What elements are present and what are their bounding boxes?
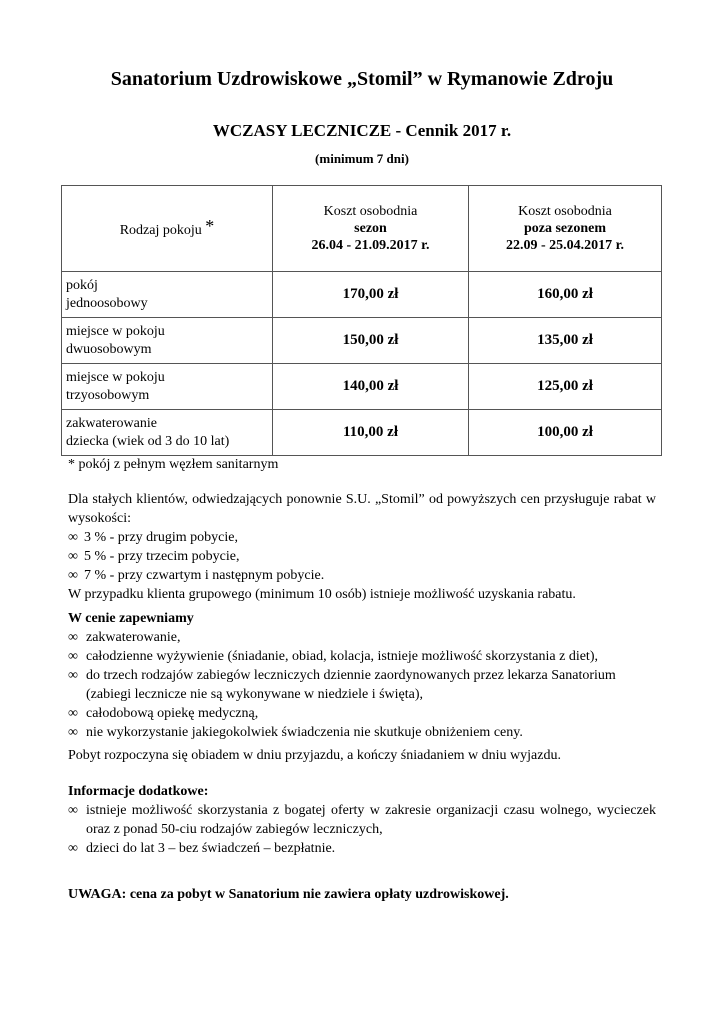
- additional-info-list: [68, 801, 656, 858]
- infinity-bullet-icon: ∞: [68, 649, 78, 664]
- room-type-line2: trzyosobowym: [66, 387, 150, 403]
- room-type-line1: zakwaterowanie: [66, 415, 157, 431]
- season-price: 140,00 zł: [273, 364, 469, 410]
- table-row: [62, 364, 662, 410]
- additional-info-section: [68, 782, 656, 858]
- infinity-bullet-icon: ∞: [68, 668, 78, 683]
- list-item: [68, 628, 656, 647]
- discount-text: 5 % - przy trzecim pobycie,: [83, 549, 240, 564]
- included-section: [68, 609, 656, 742]
- infinity-bullet-icon: ∞: [68, 549, 78, 564]
- included-text: nie wykorzystanie jakiegokolwiek świadczenia nie skutkuje obniżeniem ceny.: [86, 725, 523, 740]
- infinity-bullet-icon: ∞: [68, 568, 78, 583]
- header-season-dates: 26.04 - 21.09.2017 r.: [311, 238, 430, 253]
- included-text: zakwaterowanie,: [86, 630, 181, 645]
- list-item: [68, 547, 656, 566]
- infinity-bullet-icon: ∞: [68, 630, 78, 645]
- header-season-line2: sezon: [354, 221, 387, 236]
- infinity-bullet-icon: ∞: [68, 725, 78, 740]
- included-text: całodobową opiekę medyczną,: [86, 706, 259, 721]
- infinity-bullet-icon: ∞: [68, 803, 78, 818]
- room-type-cell: [62, 272, 273, 318]
- list-item: [68, 566, 656, 585]
- header-room-type: [62, 186, 273, 272]
- room-type-line2: dwuosobowym: [66, 341, 152, 357]
- room-type-cell: [62, 364, 273, 410]
- discount-text: 3 % - przy drugim pobycie,: [83, 530, 238, 545]
- room-type-line2: jednoosobowy: [66, 295, 148, 311]
- season-price: 110,00 zł: [273, 410, 469, 456]
- header-room-type-label: Rodzaj pokoju: [119, 223, 202, 238]
- additional-text: istnieje możliwość skorzystania z bogatej oferty w zakresie organizacji czasu wolnego, wycieczek oraz z ponad 50-ciu rodzajów zabiegów leczniczych,: [86, 803, 656, 837]
- discounts-list: [68, 528, 656, 585]
- infinity-bullet-icon: ∞: [68, 706, 78, 721]
- room-type-line1: miejsce w pokoju: [66, 323, 165, 339]
- header-season: [273, 186, 469, 272]
- header-off-season-line1: Koszt osobodnia: [518, 204, 612, 219]
- table-row: [62, 410, 662, 456]
- included-heading: W cenie zapewniamy: [68, 611, 194, 626]
- table-footnote: * pokój z pełnym węzłem sanitarnym: [68, 457, 279, 472]
- room-type-cell: [62, 410, 273, 456]
- price-table: [61, 185, 662, 456]
- discounts-intro: Dla stałych klientów, odwiedzających ponownie S.U. „Stomil” od powyższych cen przysługuje rabat w wysokości:: [68, 492, 656, 526]
- additional-info-heading: Informacje dodatkowe:: [68, 784, 209, 799]
- list-item: [68, 723, 656, 742]
- list-item: [68, 801, 656, 839]
- included-list: [68, 628, 656, 742]
- season-price: 170,00 zł: [273, 272, 469, 318]
- list-item: [68, 704, 656, 723]
- off-season-price: 160,00 zł: [469, 272, 662, 318]
- off-season-price: 125,00 zł: [469, 364, 662, 410]
- included-text: do trzech rodzajów zabiegów leczniczych dziennie zaordynowanych przez lekarza Sanatorium (zabiegi lecznicze nie są wykonywane w niedziele i święta),: [86, 668, 616, 702]
- asterisk-mark: *: [205, 216, 215, 236]
- room-type-line2: dziecka (wiek od 3 do 10 lat): [66, 433, 230, 449]
- season-price: 150,00 zł: [273, 318, 469, 364]
- off-season-price: 135,00 zł: [469, 318, 662, 364]
- infinity-bullet-icon: ∞: [68, 530, 78, 545]
- room-type-line1: pokój: [66, 277, 98, 293]
- off-season-price: 100,00 zł: [469, 410, 662, 456]
- list-item: [68, 666, 656, 704]
- room-type-cell: [62, 318, 273, 364]
- header-off-season-dates: 22.09 - 25.04.2017 r.: [505, 238, 625, 253]
- header-off-season-line2: poza sezonem: [523, 221, 607, 236]
- discount-text: 7 % - przy czwartym i następnym pobycie.: [83, 568, 325, 583]
- header-off-season: [469, 186, 662, 272]
- included-text: całodzienne wyżywienie (śniadanie, obiad, kolacja, istnieje możliwość skorzystania z diet),: [86, 649, 598, 664]
- room-type-line1: miejsce w pokoju: [66, 369, 165, 385]
- infinity-bullet-icon: ∞: [68, 841, 78, 856]
- group-discount-note: W przypadku klienta grupowego (minimum 10 osób) istnieje możliwość uzyskania rabatu.: [68, 587, 576, 602]
- table-row: [62, 272, 662, 318]
- stay-info: Pobyt rozpoczyna się obiadem w dniu przyjazdu, a kończy śniadaniem w dniu wyjazdu.: [68, 748, 561, 763]
- discounts-section: [68, 490, 656, 604]
- document-title: Sanatorium Uzdrowiskowe „Stomil” w Rymanowie Zdroju: [110, 68, 614, 90]
- additional-text: dzieci do lat 3 – bez świadczeń – bezpłatnie.: [86, 841, 336, 856]
- list-item: [68, 839, 656, 858]
- list-item: [68, 528, 656, 547]
- minimum-stay-note: (minimum 7 dni): [315, 151, 409, 166]
- list-item: [68, 647, 656, 666]
- table-row: [62, 318, 662, 364]
- header-season-line1: Koszt osobodnia: [323, 204, 418, 219]
- warning-note: UWAGA: cena za pobyt w Sanatorium nie zawiera opłaty uzdrowiskowej.: [68, 887, 509, 902]
- price-list-subtitle: WCZASY LECZNICZE - Cennik 2017 r.: [212, 121, 512, 140]
- table-header-row: [62, 186, 662, 272]
